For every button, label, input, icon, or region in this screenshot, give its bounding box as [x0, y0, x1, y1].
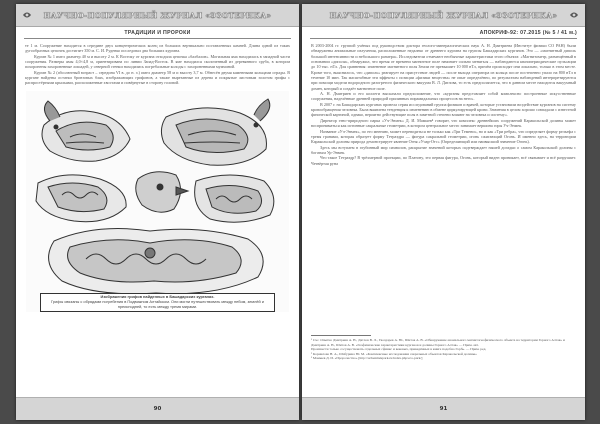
caption-text: Грифы связаны с обрядами погребения в Подвижном Алтайском. Они могли путешествовать между небом, землёй и преисподней, то есть между тремя мирами. [51, 299, 264, 309]
page-header [16, 4, 299, 27]
griffin-plaque-top-left [42, 101, 130, 161]
section-rubric: ТРАДИЦИИ И ПРОРОКИ [24, 28, 291, 39]
footnote: Произвести только сосуществовать отдельных сфинкс и вековых, приведённых в книге подобно Горбь. — Прим. ред. [311, 347, 487, 352]
issue-rubric: АПОКРИФ-92: 07.2015 (№ 5 / 41 м.) [310, 28, 577, 39]
paragraph: Курган № 1 имел диаметр 40 м и высоту 2 м. К Востоку от кургана отходила цепочка «балбалов». Могильная яма находилась в западной части сооружения. Размеры ямы 4,0×4,8 м, ориентирована по линии Запад-Восток. В яме находился сколоченный из деревянного сруба, в котором похоронены захороненные лошадей, у северной стенки находились погребальные колоды с захороненными мужчиной. [25, 53, 290, 70]
ornament-icon [22, 10, 32, 20]
footnote-divider [311, 335, 371, 336]
right-page [302, 4, 585, 420]
paragraph: Что такое Тетраэдр? В трёхмерной проекции, по Платону, это первая фигура, Огонь, который виден проникает, всё связывает и всё разрушает. Четвёртая руна [311, 155, 576, 166]
journal-header-title: НАУЧНО-ПОПУЛЯРНЫЙ ЖУРНАЛ «ЭЗОТЕРИКА» [329, 10, 558, 20]
paragraph: Директор этно-природного парка «Уч-Энмек» Д. И. Мамыев⁴ говорит, что комплекс древнейших сооружений Каракольской долины может восприниматься как истинные сакральные геометрии, в котором центральное место занимает вершина горы Уч-Энмек. [311, 117, 576, 129]
footnote: ² Корнилова Н. А., Шабурина Ю. М. «Комплексные исследования сакральных объектов Каракольской долины» [311, 351, 477, 356]
footnotes [311, 335, 576, 361]
paragraph: Название «Уч-Энмек», по его мнению, может переводиться не только как «Три Темени», но и как «Три ребра», что определяет форму рельефа с тремя гранями, которая образует форму Тетраэдра — фигура сакральной геометрии, огонь сжигающий Огонь. И именно здесь, на территории Каракольской долины природа демонстрирует явление Огня «Учар-Отс» (Определяющий или наивысший значение Огонь). [311, 128, 576, 145]
ornament-icon [569, 10, 579, 20]
figure-caption [40, 293, 275, 311]
griffin-plaque-top-right [161, 99, 269, 165]
left-page [16, 4, 299, 420]
page-number: 91 [439, 406, 448, 412]
paragraph: Курган № 2 (абсолютный возраст – середина VI в. до н. э.) имел диаметр 58 м и высоту 3,7 м. Обнесён двумя каменными кольцами ограды. В кургане найдены остатки бронзовых блях, изображающих грифонов, а также вырезанные из дерева и покрытые листовым золотом грифы с распростёртыми крыльями, расположенные хвостами и повёрнутые в сторону головой. [25, 69, 290, 86]
page-footer [302, 397, 585, 420]
paragraph: В 2003-2004 гг. группой учёных под руководством доктора геолого-минералогических наук А. Н. Дмитриева (Институт физики СО РАН) были обнаружены аномальные излучения, расположенные недалеко от древнего кургана на группы Башадарских курганов. Это — «магнитный диполь большой интенсивности и небольшого размера». Исследователи отмечают необычные характеристики этого объекта: «Магнитометр, размещённый в основании «диполя», обнаружил, что время от времени магнитное поле начинает сильно меняться — наблюдаются квазипериодические пульсации до 10 тыс. нТл. Для сравнения: изменение магнитного поля Земли не превышает 10 000 нТл, причём происходят они локально, только в этом месте. Кроме того, выяснилось, что «диполь» реагирует на присутствие людей — после выхода оператора из кольца после постепенно упало на 800 нТл в течение 10 мин. Так масштабные эти эффекты с позиции «физики вещества» не опыт определённо, по результатам наблюдений интерпретируются при помощи модели водородного разогретого физического вакуума В. Л. Дятлова, то есть предполагается, что в данном месте находится вакуумный домен, который и создаёт магнитное поле. [311, 43, 576, 91]
footnote: ¹ См.: Опытно Дмитриев А. Н., Дятлов В. Л., Гвоздарев А. Ю., Шитов А. В. «Обнаружение аномального магнитогеофизического объекта на территории Горного Алтая» и Дмитриев А. Н., Шитов А. В. «Геофизические характеристики курганов и долины Горного Алтая» — Прим. авт. [311, 338, 565, 347]
footnote: ³ Мамыев Д. И. «Пророчество» [http://uchenmekpark.ru/index.php/eco-park/] [311, 356, 423, 361]
griffin-drawings [26, 91, 289, 312]
page-number: 90 [153, 406, 162, 412]
griffin-plaque-middle-right [195, 175, 274, 222]
paragraph: Здесь мы вступаем в глубинный мир символов, раскрытие значений которых подтверждает нашей догадки о самом Каракольской долины с богатым Ур-Энмек. [311, 144, 576, 155]
griffin-plaque-middle-left [36, 175, 126, 222]
page-footer [16, 397, 299, 420]
article-body [25, 43, 290, 86]
griffin-figure [26, 91, 289, 312]
journal-header-title: НАУЧНО-ПОПУЛЯРНЫЙ ЖУРНАЛ «ЭЗОТЕРИКА» [43, 10, 272, 20]
article-body [311, 43, 576, 166]
paragraph: В 2007 г. на Башадарских курганах провела серия исследований группа физиков и врачей, которые установили воздействие курганов на систему кровообращения человека. Была выявлена тенденция к изменению в обмене циркулирующей крови. Значения в целом хорошо совпадали с известной физической картиной, однако, вероятно действующие поля в заметной степени влияют на человека и систему». [311, 101, 576, 118]
griffin-head-center [136, 172, 188, 212]
griffin-plaque-bottom [49, 228, 264, 293]
paragraph: А. Н. Дмитриев и его коллеги высказали предположение, что «курганы представляет собой комплексно построенные искусственные сооружения, наделённые древней природой приливных пирамидальных процессов на него». [311, 91, 576, 102]
paragraph: те 1 м. Сооружение находится в середине двух концентрических колец из больших вертикально поставленных камней. Длина одной из таких дугообразных цепочек достигает 350 м. С. И. Руденко исследовал два больших кургана. [25, 43, 290, 54]
page-header [302, 4, 585, 27]
caption-title: Изображения грифов найденных в Башадарских курганах. [100, 294, 215, 300]
